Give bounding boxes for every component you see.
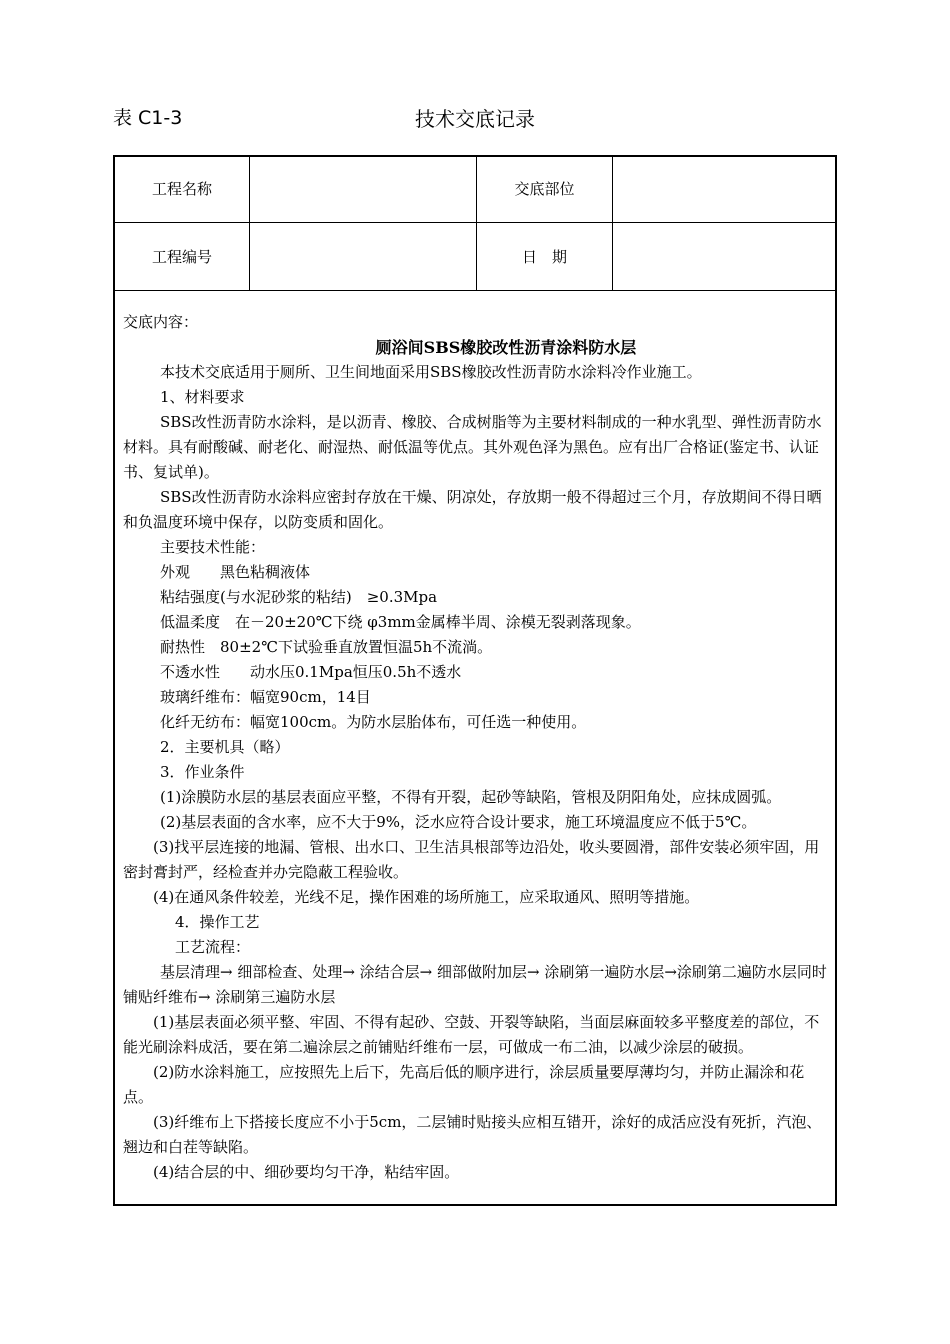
location-label: 交底部位	[514, 180, 575, 198]
content-paragraph: (1)基层表面必须平整、牢固、不得有起砂、空鼓、开裂等缺陷，当面层麻面较多平整度差的部位，不能光刷涂料成活，要在第二遍涂层之前铺贴纤维布一层，可做成一布二油，以减少涂层的破损。	[123, 1013, 820, 1056]
content-paragraph: (1)涂膜防水层的基层表面应平整，不得有开裂，起砂等缺陷，管根及阴阳角处，应抹成圆弧。	[160, 788, 782, 806]
content-paragraph: 玻璃纤维布：幅宽90cm，14目	[160, 688, 371, 706]
content-paragraph: (4)结合层的中、细砂要均匀干净，粘结牢固。	[153, 1163, 460, 1181]
content-paragraph: (3)找平层连接的地漏、管根、出水口、卫生洁具根部等边沿处，收头要圆滑，部件安装必须牢固，用密封膏封严，经检查并办完隐蔽工程验收。	[123, 838, 820, 881]
content-paragraph: SBS改性沥青防水涂料应密封存放在干燥、阴凉处，存放期一般不得超过三个月，存放期间不得日晒和负温度环境中保存，以防变质和固化。	[123, 488, 822, 531]
content-paragraph: 工艺流程：	[175, 938, 251, 956]
column-divider	[249, 157, 250, 291]
content-paragraph: 粘结强度(与水泥砂浆的粘结) ≥0.3Mpa	[160, 588, 438, 606]
document-title: 技术交底记录	[415, 107, 535, 131]
date-label: 日 期	[521, 248, 567, 266]
content-paragraph: (4)在通风条件较差，光线不足，操作困难的场所施工，应采取通风、照明等措施。	[153, 888, 700, 906]
content-paragraph: 不透水性 动水压0.1Mpa恒压0.5h不透水	[160, 663, 462, 681]
content-paragraph: 外观 黑色粘稠液体	[160, 563, 311, 581]
row-divider	[115, 222, 835, 223]
content-paragraph: (2)防水涂料施工，应按照先上后下，先高后低的顺序进行，涂层质量要厚薄均匀，并防止漏涂和花点。	[123, 1063, 805, 1106]
content-label: 交底内容：	[123, 313, 199, 331]
content-paragraph: 本技术交底适用于厕所、卫生间地面采用SBS橡胶改性沥青防水涂料冷作业施工。	[160, 363, 702, 381]
content-paragraph: 耐热性 80±2℃下试验垂直放置恒温5h不流淌。	[160, 638, 493, 656]
column-divider	[612, 157, 613, 291]
content-heading: 厕浴间SBS橡胶改性沥青涂料防水层	[375, 338, 637, 357]
content-paragraph: (2)基层表面的含水率，应不大于9%，泛水应符合设计要求，施工环境温度应不低于5℃。	[160, 813, 757, 831]
content-paragraph: 低温柔度 在－20±20℃下绕 φ3mm金属棒半周、涂模无裂剥落现象。	[160, 613, 641, 631]
content-paragraph: 3．作业条件	[160, 763, 245, 781]
content-paragraph: 2．主要机具（略）	[160, 738, 290, 756]
content-paragraph: 主要技术性能：	[160, 538, 266, 556]
form-code: 表 C1-3	[113, 107, 183, 129]
content-paragraph: SBS改性沥青防水涂料，是以沥青、橡胶、合成树脂等为主要材料制成的一种水乳型、弹性沥青防水材料。具有耐酸碱、耐老化、耐湿热、耐低温等优点。其外观色泽为黑色。应有出厂合格证(鉴定书、认证书、复试单)。	[123, 413, 822, 481]
content-paragraph: 化纤无纺布：幅宽100cm。为防水层胎体布，可任选一种使用。	[160, 713, 587, 731]
briefing-content	[123, 310, 829, 1185]
project-name-label: 工程名称	[151, 180, 212, 198]
content-paragraph: (3)纤维布上下搭接长度应不小于5cm，二层铺时贴接头应相互错开，涂好的成活应没有死折，汽泡、翘边和白茬等缺陷。	[123, 1113, 822, 1156]
row-divider	[115, 290, 835, 291]
content-paragraph: 4．操作工艺	[175, 913, 260, 931]
column-divider	[476, 157, 477, 291]
content-paragraph: 1、材料要求	[160, 388, 245, 406]
record-table	[113, 155, 837, 1206]
content-paragraph: 基层清理→ 细部检查、处理→ 涂结合层→ 细部做附加层→ 涂刷第一遍防水层→涂刷第二遍防水层同时铺贴纤维布→ 涂刷第三遍防水层	[123, 963, 827, 1006]
project-no-label: 工程编号	[151, 248, 212, 266]
